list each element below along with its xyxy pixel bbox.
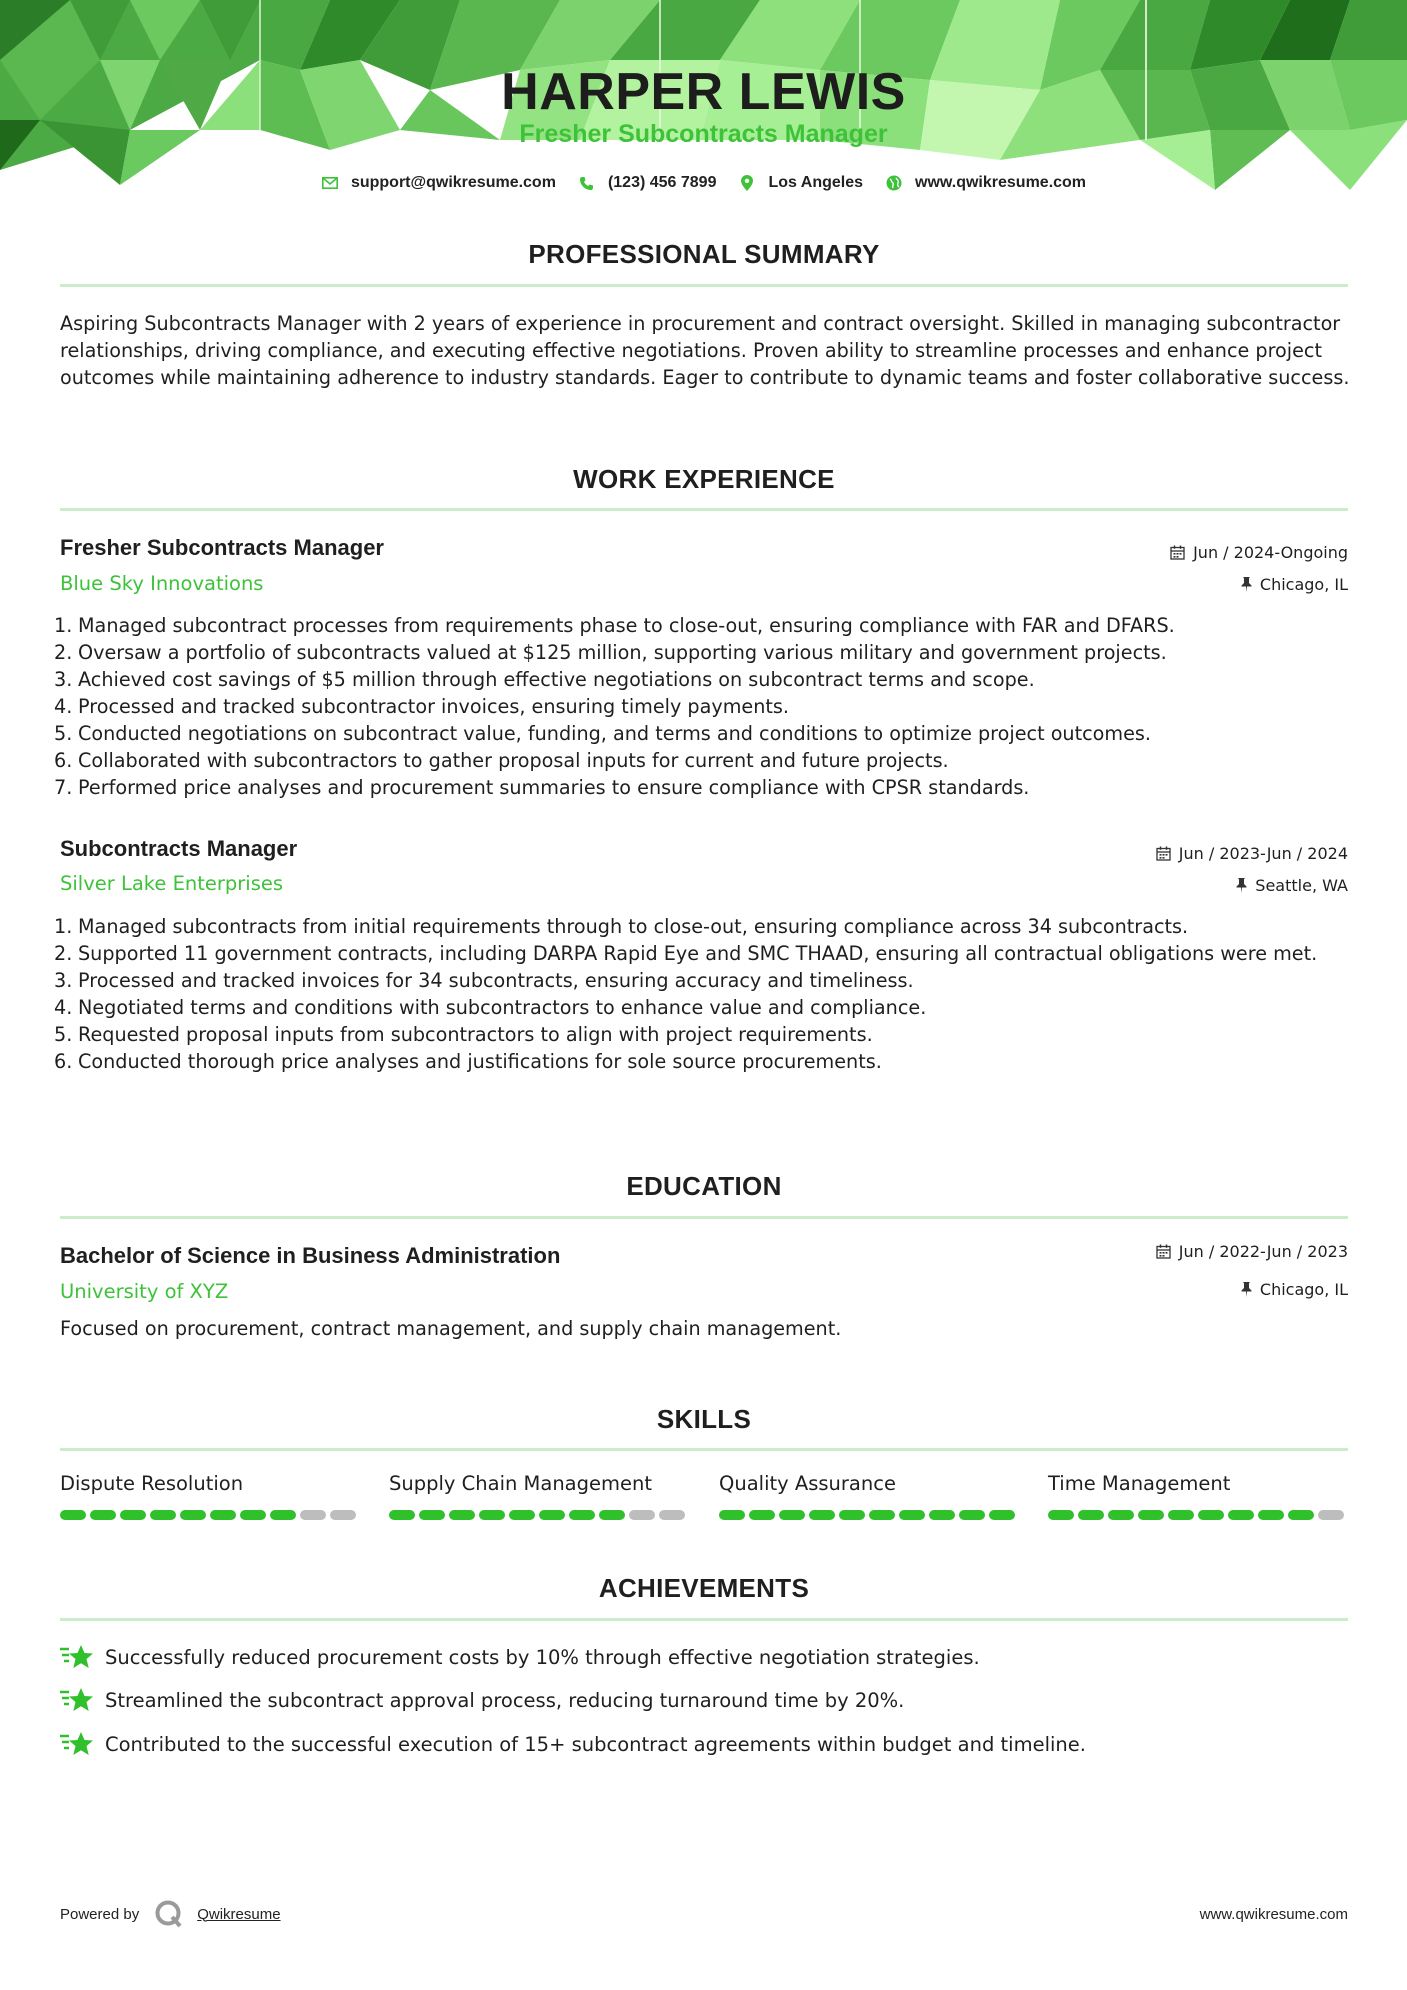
achievement-item xyxy=(60,1730,1086,1758)
candidate-role: Fresher Subcontracts Manager xyxy=(519,120,888,148)
skill-level-segment xyxy=(1138,1510,1164,1520)
list-item: 4. Negotiated terms and conditions with subcontractors to enhance value and compliance. xyxy=(54,996,927,1019)
job-dates xyxy=(1156,844,1348,863)
star-icon xyxy=(60,1643,94,1671)
skill-level-segment xyxy=(1108,1510,1134,1520)
list-item: 5. Conducted negotiations on subcontract value, funding, and terms and conditions to optimize project outcomes. xyxy=(54,722,1152,745)
skill-level-segment xyxy=(449,1510,475,1520)
skill-name: Time Management xyxy=(1048,1472,1231,1495)
education-location-text: Chicago, IL xyxy=(1259,1280,1348,1299)
job-bullets xyxy=(54,612,1354,801)
calendar-icon xyxy=(1170,545,1185,560)
list-item: 5. Requested proposal inputs from subcontractors to align with project requirements. xyxy=(54,1023,873,1046)
job-title: Subcontracts Manager xyxy=(60,836,298,861)
list-item: 3. Processed and tracked invoices for 34 subcontracts, ensuring accuracy and timeliness. xyxy=(54,969,914,992)
skill-level-segment xyxy=(1048,1510,1074,1520)
list-item: 4. Processed and tracked subcontractor invoices, ensuring timely payments. xyxy=(54,695,790,718)
skill-level-segment xyxy=(1078,1510,1104,1520)
skill-name: Dispute Resolution xyxy=(60,1472,244,1495)
skill-level-segment xyxy=(929,1510,955,1520)
list-item: 1. Managed subcontracts from initial requirements through to close-out, ensuring compliance across 34 subcontracts. xyxy=(54,915,1189,938)
star-icon xyxy=(60,1730,94,1758)
skill-level-segment xyxy=(599,1510,625,1520)
skill-level-segment xyxy=(180,1510,206,1520)
skill-level-segment xyxy=(270,1510,296,1520)
skill-level-bar xyxy=(719,1510,1019,1520)
map-pin-icon xyxy=(738,174,756,192)
education-location xyxy=(1241,1280,1348,1299)
list-item: 1. Managed subcontract processes from requirements phase to close-out, ensuring compliance with FAR and DFARS. xyxy=(54,614,1175,637)
skill-level-segment xyxy=(749,1510,775,1520)
job-dates-text: Jun / 2024-Ongoing xyxy=(1193,543,1348,562)
section-divider xyxy=(60,284,1348,287)
education-dates xyxy=(1156,1242,1348,1261)
list-item: 2. Supported 11 government contracts, including DARPA Rapid Eye and SMC THAAD, ensuring all contractual obligations were met. xyxy=(54,942,1318,965)
skill-level-segment xyxy=(869,1510,895,1520)
skill-level-segment xyxy=(539,1510,565,1520)
skill-level-segment xyxy=(389,1510,415,1520)
job-dates xyxy=(1170,543,1348,562)
education-school: University of XYZ xyxy=(60,1280,229,1303)
job-location-text: Chicago, IL xyxy=(1259,575,1348,594)
pushpin-icon xyxy=(1241,1282,1252,1297)
list-item: 6. Collaborated with subcontractors to gather proposal inputs for current and future projects. xyxy=(54,749,949,772)
contact-bar xyxy=(0,174,1407,192)
skill-level-segment xyxy=(330,1510,356,1520)
list-item: 2. Oversaw a portfolio of subcontracts valued at $125 million, supporting various military and government projects. xyxy=(54,641,1167,664)
job-title: Fresher Subcontracts Manager xyxy=(60,535,384,560)
skill-level-bar xyxy=(389,1510,689,1520)
skill-level-segment xyxy=(719,1510,745,1520)
achievement-text: Contributed to the successful execution of 15+ subcontract agreements within budget and timeline. xyxy=(105,1732,1086,1756)
skill-level-segment xyxy=(569,1510,595,1520)
job-company: Blue Sky Innovations xyxy=(60,572,264,595)
job-location-text: Seattle, WA xyxy=(1255,876,1348,895)
list-item: 3. Achieved cost savings of $5 million through effective negotiations on subcontract terms and scope. xyxy=(54,668,1035,691)
skill-level-segment xyxy=(150,1510,176,1520)
skill-level-segment xyxy=(659,1510,685,1520)
skill-level-bar xyxy=(60,1510,360,1520)
achievement-item xyxy=(60,1643,980,1671)
contact-phone[interactable]: (123) 456 7899 xyxy=(607,174,717,191)
section-title-summary: PROFESSIONAL SUMMARY xyxy=(528,239,880,269)
skill-level-segment xyxy=(419,1510,445,1520)
skill-item xyxy=(1048,1472,1348,1520)
skill-level-segment xyxy=(989,1510,1015,1520)
contact-website[interactable]: www.qwikresume.com xyxy=(915,174,1087,191)
skill-level-segment xyxy=(90,1510,116,1520)
skill-level-segment xyxy=(300,1510,326,1520)
calendar-icon xyxy=(1156,846,1171,861)
skill-level-segment xyxy=(629,1510,655,1520)
skill-level-segment xyxy=(779,1510,805,1520)
achievement-text: Streamlined the subcontract approval process, reducing turnaround time by 20%. xyxy=(105,1688,905,1712)
education-degree: Bachelor of Science in Business Administration xyxy=(60,1243,561,1268)
skill-level-segment xyxy=(1288,1510,1314,1520)
skill-level-segment xyxy=(60,1510,86,1520)
job-company: Silver Lake Enterprises xyxy=(60,872,284,895)
skill-item xyxy=(60,1472,360,1520)
skill-level-segment xyxy=(1228,1510,1254,1520)
skill-level-segment xyxy=(899,1510,925,1520)
section-title-skills: SKILLS xyxy=(656,1404,752,1434)
skill-level-segment xyxy=(479,1510,505,1520)
skill-level-segment xyxy=(1168,1510,1194,1520)
section-title-achievements: ACHIEVEMENTS xyxy=(598,1573,810,1603)
job-location xyxy=(1236,876,1348,895)
job-dates-text: Jun / 2023-Jun / 2024 xyxy=(1178,844,1348,863)
skill-item xyxy=(389,1472,689,1520)
star-icon xyxy=(60,1686,94,1714)
section-divider xyxy=(60,1216,1348,1219)
qwikresume-link[interactable]: Qwikresume xyxy=(197,1905,281,1923)
section-divider xyxy=(60,508,1348,511)
job-location xyxy=(1241,575,1348,594)
skill-name: Supply Chain Management xyxy=(389,1472,653,1495)
skill-level-segment xyxy=(809,1510,835,1520)
skill-level-segment xyxy=(1318,1510,1344,1520)
skill-level-segment xyxy=(210,1510,236,1520)
skill-level-segment xyxy=(959,1510,985,1520)
contact-location: Los Angeles xyxy=(768,174,864,191)
footer-website[interactable]: www.qwikresume.com xyxy=(1199,1906,1348,1923)
section-divider xyxy=(60,1448,1348,1451)
skill-level-bar xyxy=(1048,1510,1348,1520)
skill-level-segment xyxy=(1258,1510,1284,1520)
summary-text: Aspiring Subcontracts Manager with 2 years of experience in procurement and contract oversight. Skilled in managing subcontractor relationships, driving compliance, and executing effective negotiations. Proven ability to streamline processes and enhance project outcomes while maintaining adherence to industry standards. Eager to contribute to dynamic teams and foster collaborative success. xyxy=(60,312,1350,389)
skill-name: Quality Assurance xyxy=(719,1472,896,1495)
pushpin-icon xyxy=(1236,878,1247,893)
qwikresume-logo-icon xyxy=(155,1900,183,1928)
skill-level-segment xyxy=(120,1510,146,1520)
skill-level-segment xyxy=(1198,1510,1224,1520)
job-bullets xyxy=(54,913,1354,1075)
section-divider xyxy=(60,1618,1348,1621)
pushpin-icon xyxy=(1241,577,1252,592)
achievement-item xyxy=(60,1686,904,1714)
achievement-text: Successfully reduced procurement costs by 10% through effective negotiation strategies. xyxy=(105,1645,980,1669)
section-title-experience: WORK EXPERIENCE xyxy=(573,464,835,494)
education-dates-text: Jun / 2022-Jun / 2023 xyxy=(1178,1242,1348,1261)
section-title-education: EDUCATION xyxy=(626,1171,782,1201)
list-item: 7. Performed price analyses and procurement summaries to ensure compliance with CPSR standards. xyxy=(54,776,1030,799)
powered-by-label: Powered by xyxy=(60,1905,140,1923)
list-item: 6. Conducted thorough price analyses and justifications for sole source procurements. xyxy=(54,1050,882,1073)
candidate-name: HARPER LEWIS xyxy=(501,63,906,121)
skill-level-segment xyxy=(839,1510,865,1520)
education-description: Focused on procurement, contract management, and supply chain management. xyxy=(60,1317,842,1340)
skill-level-segment xyxy=(240,1510,266,1520)
calendar-icon xyxy=(1156,1244,1171,1259)
skill-level-segment xyxy=(509,1510,535,1520)
skill-item xyxy=(719,1472,1019,1520)
globe-icon xyxy=(885,174,903,192)
phone-icon xyxy=(578,174,596,192)
contact-email[interactable]: support@qwikresume.com xyxy=(350,174,556,191)
footer-powered-by xyxy=(60,1900,281,1928)
envelope-icon xyxy=(321,174,339,192)
